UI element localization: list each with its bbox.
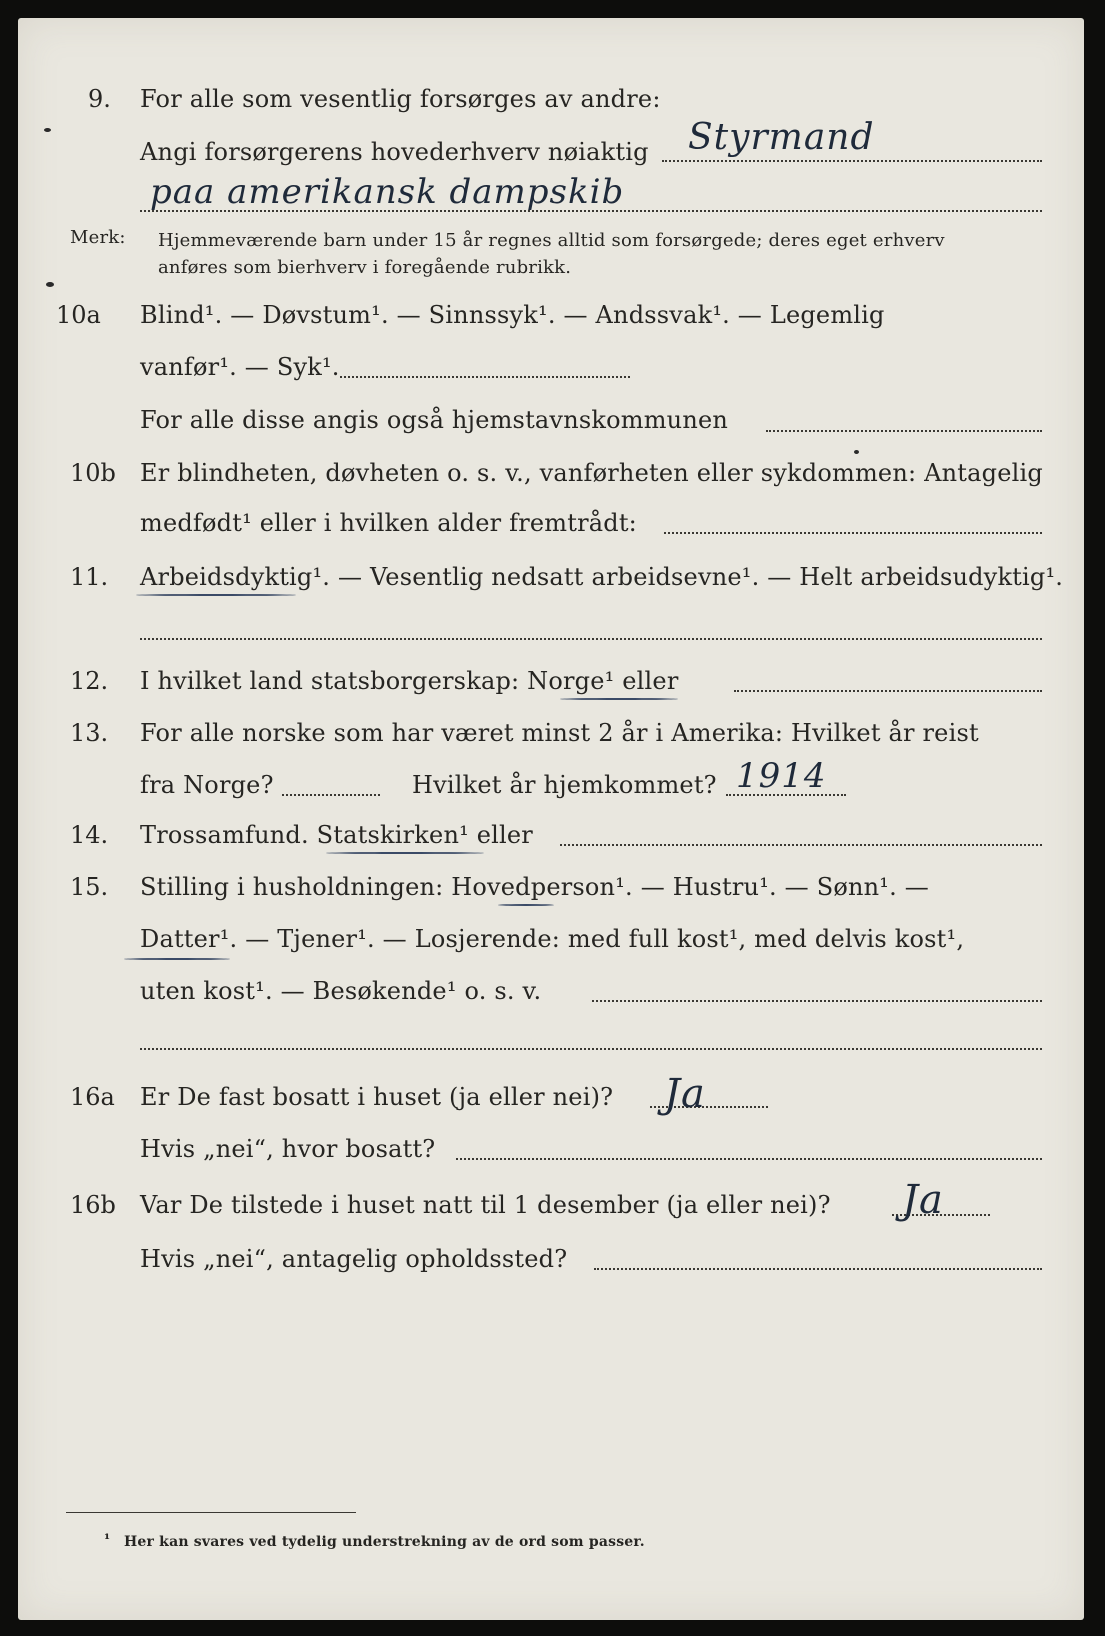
q15-line1: Stilling i husholdningen: Hovedperson¹. — Hustru¹. — Sønn¹. —	[140, 873, 929, 901]
q10a-line2: vanfør¹. — Syk¹.	[140, 353, 340, 381]
q14-number: 14.	[70, 821, 109, 849]
q15-line3: uten kost¹. — Besøkende¹ o. s. v.	[140, 977, 542, 1005]
q13-number: 13.	[70, 719, 109, 747]
q15-mark-hovedperson	[498, 904, 554, 906]
q15-line2: Datter¹. — Tjener¹. — Losjerende: med full kost¹, med delvis kost¹,	[140, 925, 965, 953]
q12-underline-norge	[560, 698, 678, 700]
q13-line2b: Hvilket år hjemkommet?	[412, 771, 717, 799]
q16a-line1: Er De fast bosatt i huset (ja eller nei)?	[140, 1083, 614, 1111]
merk-line2: anføres som bierhverv i foregående rubrikk.	[158, 257, 572, 278]
margin-ink-mark	[44, 128, 51, 132]
q14-underline-statskirken	[326, 852, 484, 854]
q10a-syk-line	[340, 376, 630, 378]
q9-number: 9.	[88, 85, 111, 113]
q16a-line2: Hvis „nei“, hvor bosatt?	[140, 1135, 436, 1163]
q10a-hjemstavn-line	[766, 430, 1042, 432]
merk-line1: Hjemmeværende barn under 15 år regnes alltid som forsørgede; deres eget erhverv	[158, 230, 945, 251]
q11-underline-arbeidsdyktig	[136, 594, 296, 596]
q10a-line1: Blind¹. — Døvstum¹. — Sinnssyk¹. — Andssvak¹. — Legemlig	[140, 301, 885, 329]
q10b-answer-line	[664, 532, 1042, 534]
q10a-line3: For alle disse angis også hjemstavnskommunen	[140, 406, 729, 434]
q15-answer-line	[592, 1000, 1042, 1002]
q11-number: 11.	[70, 563, 109, 591]
q10b-line2: medfødt¹ eller i hvilken alder fremtrådt:	[140, 509, 637, 537]
q15-answer-line2	[140, 1048, 1042, 1050]
q16b-line2: Hvis „nei“, antagelig opholdssted?	[140, 1245, 568, 1273]
q16a-number: 16a	[70, 1083, 115, 1111]
q9-line2: Angi forsørgerens hovederhverv nøiaktig	[140, 138, 649, 166]
merk-label: Merk:	[70, 227, 126, 248]
q11-answer-line	[140, 638, 1042, 640]
q16b-number: 16b	[70, 1191, 116, 1219]
q10b-number: 10b	[70, 459, 116, 487]
q13-reist-line	[282, 794, 380, 796]
q16a-bosatt-line	[456, 1158, 1042, 1160]
footnote-mark: ¹	[104, 1532, 111, 1548]
footnote-text: Her kan svares ved tydelig understrekning av de ord som passer.	[124, 1534, 645, 1550]
stray-ink-dot	[854, 450, 859, 454]
q12-number: 12.	[70, 667, 109, 695]
q15-underline-datter	[124, 958, 230, 960]
q11-line1: Arbeidsdyktig¹. — Vesentlig nedsatt arbeidsevne¹. — Helt arbeidsudyktig¹.	[140, 563, 1064, 591]
q16b-opholdssted-line	[594, 1268, 1042, 1270]
q9-handwritten-answer2: paa amerikansk dampskib	[150, 172, 625, 212]
q16b-handwritten-answer: Ja	[902, 1177, 944, 1223]
q9-answer-line	[662, 160, 1042, 162]
q10a-number: 10a	[56, 301, 101, 329]
q13-handwritten-year: 1914	[736, 756, 827, 796]
q14-answer-line	[560, 844, 1042, 846]
q13-line2a: fra Norge?	[140, 771, 274, 799]
q9-line1: For alle som vesentlig forsørges av andre:	[140, 85, 661, 113]
q10b-line1: Er blindheten, døvheten o. s. v., vanførheten eller sykdommen: Antagelig	[140, 459, 1043, 487]
q14-line1: Trossamfund. Statskirken¹ eller	[140, 821, 533, 849]
footnote-separator	[66, 1512, 356, 1513]
q15-number: 15.	[70, 873, 109, 901]
q16a-handwritten-answer: Ja	[664, 1071, 706, 1117]
q16b-line1: Var De tilstede i huset natt til 1 desember (ja eller nei)?	[140, 1191, 831, 1219]
q12-answer-line	[734, 690, 1042, 692]
q12-line1: I hvilket land statsborgerskap: Norge¹ eller	[140, 667, 679, 695]
margin-ink-mark	[46, 282, 54, 287]
q9-handwritten-answer1: Styrmand	[688, 117, 875, 158]
q13-line1: For alle norske som har været minst 2 år i Amerika: Hvilket år reist	[140, 719, 979, 747]
